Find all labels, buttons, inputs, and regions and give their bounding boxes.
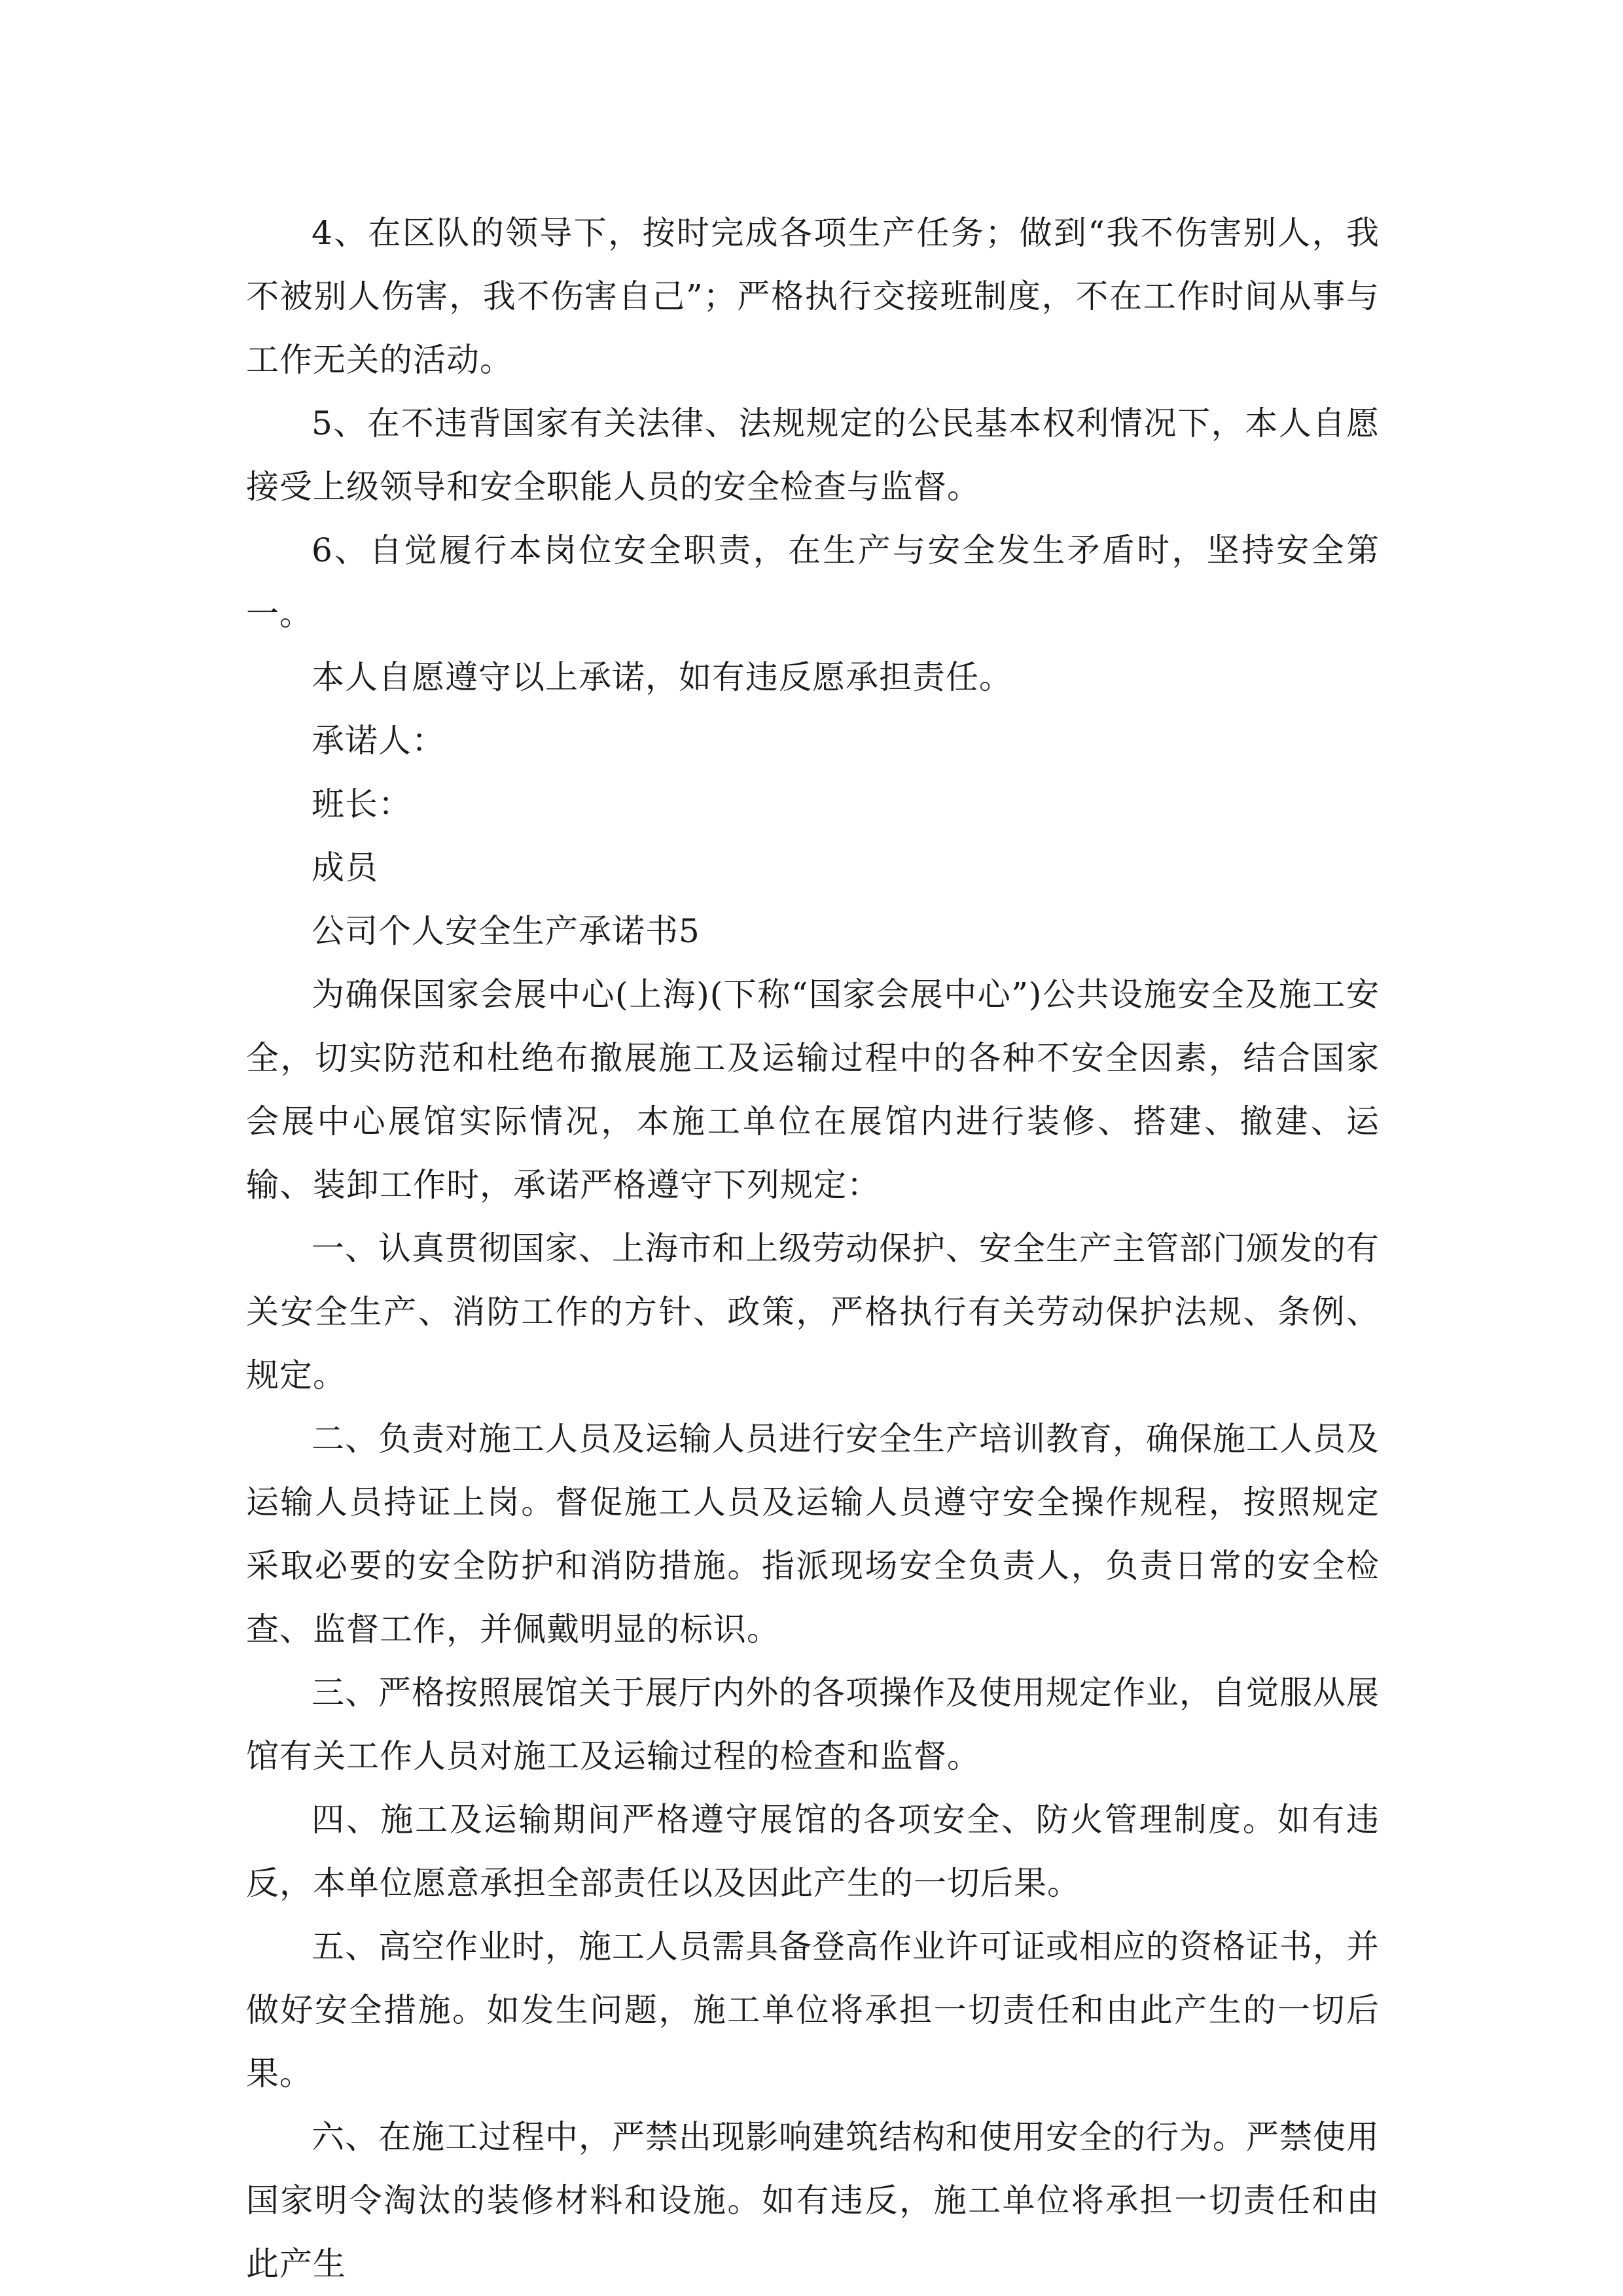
paragraph-item-5: 5、在不违背国家有关法律、法规规定的公民基本权利情况下，本人自愿接受上级领导和安全职能人员的安全检查与监督。 [246, 404, 1380, 506]
paragraph-item-6: 6、自觉履行本岗位安全职责，在生产与安全发生矛盾时，坚持安全第一。 [246, 531, 1380, 633]
document-body [246, 202, 1380, 2296]
rule-item-1: 一、认真贯彻国家、上海市和上级劳动保护、安全生产主管部门颁发的有关安全生产、消防工作的方针、政策，严格执行有关劳动保护法规、条例、规定。 [246, 1229, 1380, 1394]
rule-item-6: 六、在施工过程中，严禁出现影响建筑结构和使用安全的行为。严禁使用国家明令淘汰的装修材料和设施。如有违反，施工单位将承担一切责任和由此产生 [246, 2118, 1380, 2283]
section-title: 公司个人安全生产承诺书5 [312, 912, 700, 950]
rule-item-2: 二、负责对施工人员及运输人员进行安全生产培训教育，确保施工人员及运输人员持证上岗。督促施工人员及运输人员遵守安全操作规程，按照规定采取必要的安全防护和消防措施。指派现场安全负责人，负责日常的安全检查、监督工作，并佩戴明显的标识。 [246, 1420, 1380, 1648]
commitment-statement: 本人自愿遵守以上承诺，如有违反愿承担责任。 [312, 658, 1012, 696]
paragraph-item-4: 4、在区队的领导下，按时完成各项生产任务；做到“我不伤害别人，我不被别人伤害，我不伤害自己”；严格执行交接班制度，不在工作时间从事与工作无关的活动。 [246, 214, 1380, 379]
team-leader-label: 班长： [312, 785, 412, 823]
rule-item-5: 五、高空作业时，施工人员需具备登高作业许可证或相应的资格证书，并做好安全措施。如发生问题，施工单位将承担一切责任和由此产生的一切后果。 [246, 1928, 1380, 2093]
signer-label: 承诺人： [312, 722, 445, 760]
rule-item-4: 四、施工及运输期间严格遵守展馆的各项安全、防火管理制度。如有违反，本单位愿意承担全部责任以及因此产生的一切后果。 [246, 1801, 1380, 1902]
intro-paragraph: 为确保国家会展中心(上海)(下称“国家会展中心”)公共设施安全及施工安全，切实防范和杜绝布撤展施工及运输过程中的各种不安全因素，结合国家会展中心展馆实际情况，本施工单位在展馆内进行装修、搭建、撤建、运输、装卸工作时，承诺严格遵守下列规定： [246, 976, 1380, 1204]
member-label: 成员 [312, 849, 378, 887]
rule-item-3: 三、严格按照展馆关于展厅内外的各项操作及使用规定作业，自觉服从展馆有关工作人员对施工及运输过程的检查和监督。 [246, 1674, 1380, 1775]
